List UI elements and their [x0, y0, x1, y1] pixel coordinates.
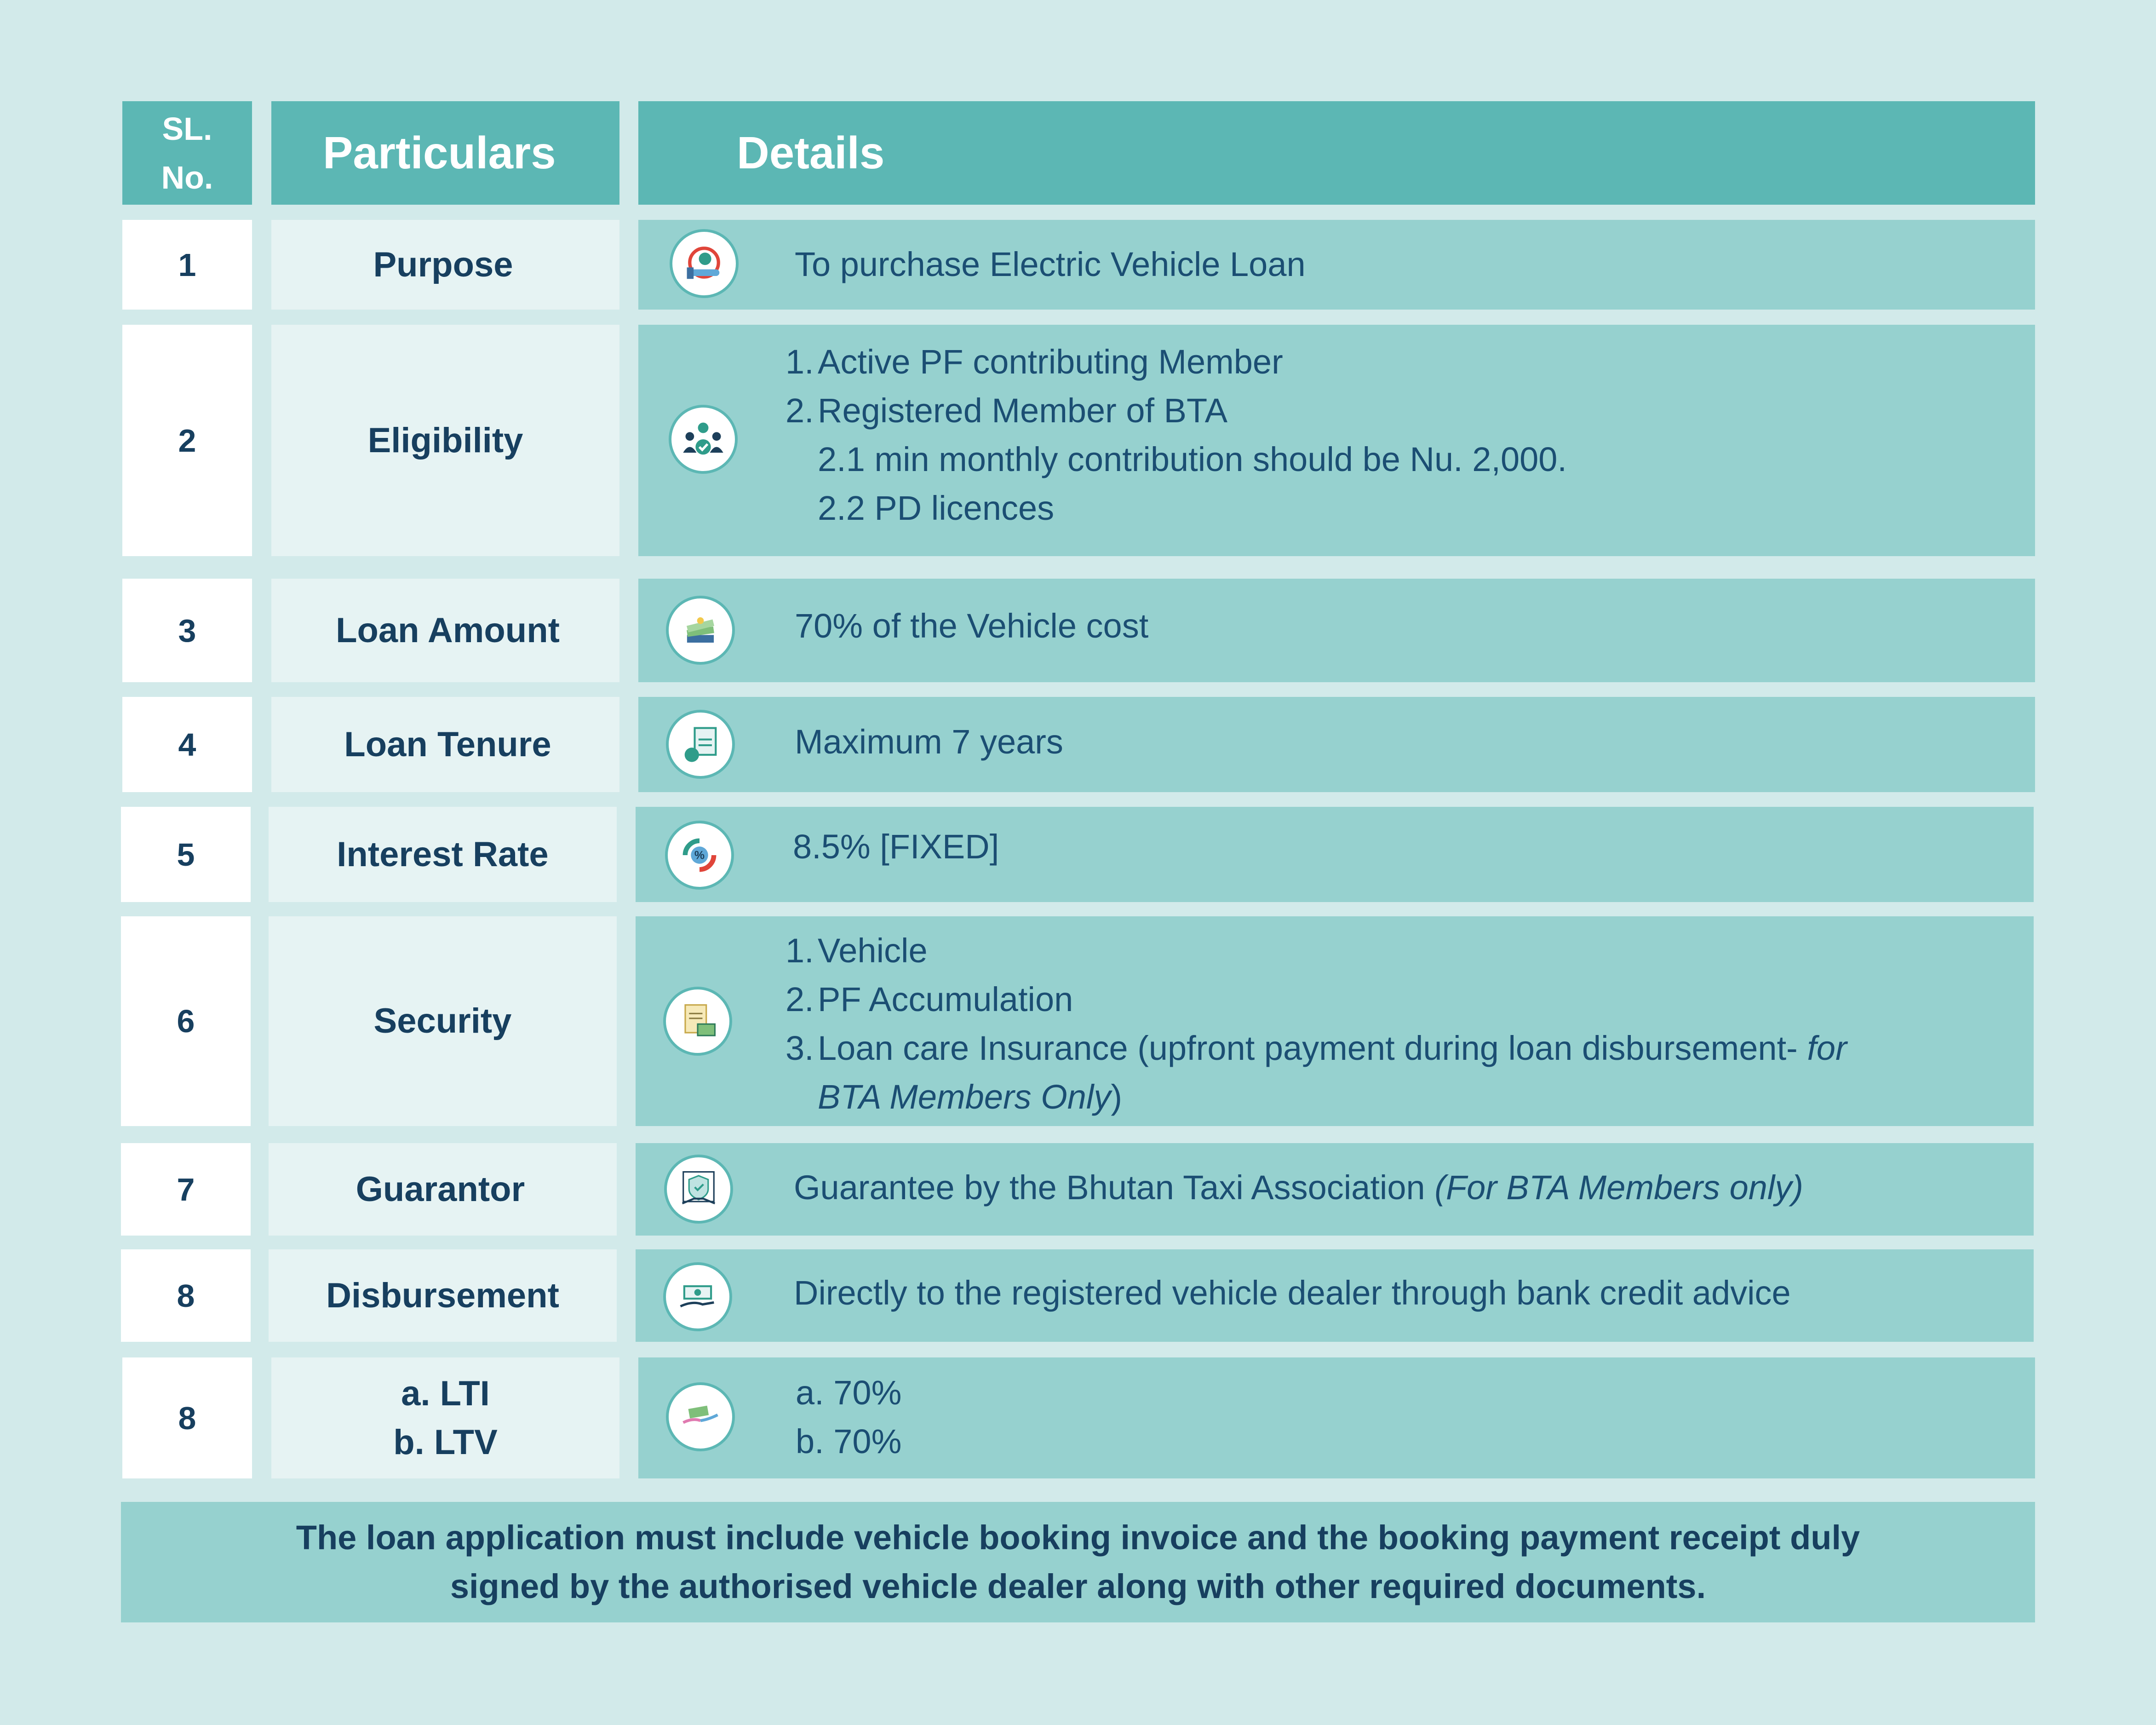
row-8-particular: Disbursement — [269, 1249, 617, 1342]
row-6-sl: 6 — [121, 916, 251, 1126]
security-item-3-italic: for — [1807, 1029, 1847, 1067]
eligibility-item-1: 1. Active PF contributing Member — [786, 343, 1283, 381]
row-4-particular: Loan Tenure — [271, 697, 619, 792]
row-8-detail-text: Directly to the registered vehicle dealer through bank credit advice — [794, 1274, 1791, 1312]
footer-line-2: signed by the authorised vehicle dealer along with other required documents. — [450, 1567, 1706, 1605]
row-7-sl: 7 — [121, 1143, 251, 1236]
row-9-particular — [271, 1357, 619, 1478]
row-3-detail-text: 70% of the Vehicle cost — [795, 607, 1149, 645]
row-2-particular: Eligibility — [271, 325, 619, 556]
row-4-sl: 4 — [122, 697, 252, 792]
security-item-3-line2-italic: BTA Members Only — [818, 1078, 1111, 1116]
svg-text:%: % — [694, 849, 705, 862]
security-item-3-text: Loan care Insurance (upfront payment during loan disbursement- — [818, 1029, 1807, 1067]
header-particulars: Particulars — [271, 101, 619, 205]
row-5-details — [636, 807, 2034, 902]
row-9-particular-a: a. LTI — [401, 1374, 490, 1413]
row-4-detail-text: Maximum 7 years — [795, 723, 1063, 761]
eligibility-item-1-text: Active PF contributing Member — [818, 343, 1283, 381]
eligibility-item-2: 2. Registered Member of BTA — [786, 391, 1228, 430]
row-2-details — [638, 325, 2035, 556]
row-4-details — [638, 697, 2035, 792]
row-9-detail-a: a. 70% — [796, 1374, 902, 1412]
security-item-1-text: Vehicle — [818, 932, 928, 970]
row-5-sl: 5 — [121, 807, 251, 902]
row-9-detail-b: b. 70% — [796, 1422, 902, 1460]
cash-hand-icon — [663, 1262, 732, 1331]
row-5-particular: Interest Rate — [269, 807, 617, 902]
row-3-particular: Loan Amount — [271, 579, 619, 682]
money-bag-hand-icon — [670, 229, 739, 298]
security-item-2-text: PF Accumulation — [818, 980, 1073, 1018]
cash-stack-icon — [666, 596, 735, 665]
row-1-detail-text: To purchase Electric Vehicle Loan — [795, 245, 1306, 283]
row-7-detail-text — [794, 1163, 1803, 1212]
percent-cycle-icon — [665, 821, 734, 890]
row-9-details — [638, 1357, 2035, 1478]
footer-note — [121, 1502, 2035, 1622]
row-3-sl: 3 — [122, 579, 252, 682]
row-9-sl: 8 — [122, 1357, 252, 1478]
row-8-sl: 8 — [121, 1249, 251, 1342]
security-item-3-line2 — [786, 1073, 1122, 1121]
row-1-details — [638, 220, 2035, 310]
users-check-icon — [669, 405, 738, 474]
row-1-sl: 1 — [122, 220, 252, 310]
row-7-detail-normal: Guarantee by the Bhutan Taxi Association — [794, 1168, 1435, 1207]
row-3-details — [638, 579, 2035, 682]
row-6-details — [636, 916, 2034, 1126]
shield-handshake-icon — [664, 1155, 733, 1224]
loan-card-icon — [663, 987, 732, 1056]
security-item-3-line2-end: ) — [1111, 1078, 1123, 1116]
row-6-particular: Security — [269, 916, 617, 1126]
eligibility-subitem-2: 2.2 PD licences — [818, 489, 1055, 527]
row-2-sl: 2 — [122, 325, 252, 556]
footer-line-1: The loan application must include vehicle booking invoice and the booking payment receipt duly — [296, 1518, 1860, 1557]
security-item-3: 3. Loan care Insurance (upfront payment during loan disbursement- for — [786, 1029, 1847, 1067]
loan-document-icon — [666, 710, 735, 779]
eligibility-subitem-1: 2.1 min monthly contribution should be Nu. 2,000. — [818, 440, 1567, 478]
header-details: Details — [638, 101, 2035, 205]
row-9-particular-b: b. LTV — [393, 1422, 498, 1462]
row-7-particular: Guarantor — [269, 1143, 617, 1236]
row-1-particular: Purpose — [271, 220, 619, 310]
security-item-1: 1. Vehicle — [786, 932, 928, 970]
header-sl-no — [122, 101, 252, 205]
header-sl-line1: SL. — [162, 110, 212, 147]
row-7-detail-italic: (For BTA Members only) — [1434, 1168, 1804, 1207]
row-8-details — [636, 1249, 2034, 1342]
row-5-detail-text: 8.5% [FIXED] — [793, 828, 999, 866]
row-7-details — [636, 1143, 2034, 1236]
header-sl-line2: No. — [161, 159, 213, 196]
money-transfer-icon — [666, 1382, 735, 1451]
eligibility-item-2-text: Registered Member of BTA — [818, 391, 1228, 430]
security-item-2: 2. PF Accumulation — [786, 980, 1073, 1018]
